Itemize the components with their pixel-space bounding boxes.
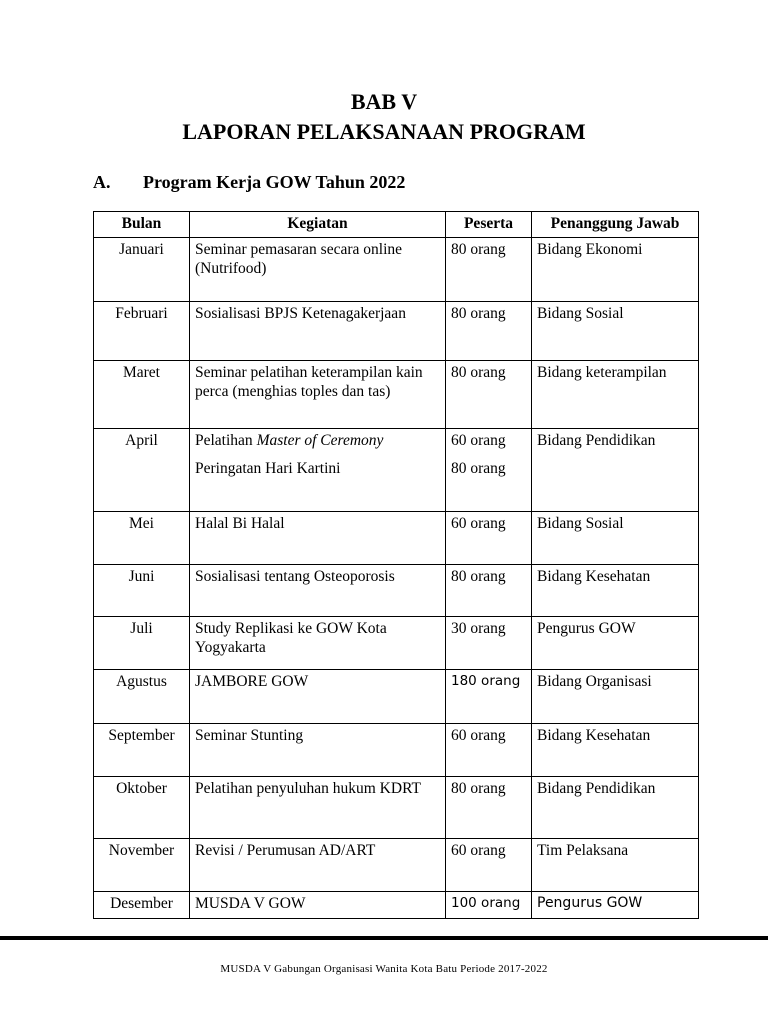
cell-penanggung-jawab: Bidang Sosial <box>532 302 699 361</box>
cell-bulan: Mei <box>94 512 190 565</box>
column-header-bulan: Bulan <box>94 212 190 238</box>
kegiatan-italic: Master of Ceremony <box>256 432 384 449</box>
cell-penanggung-jawab: Bidang Kesehatan <box>532 724 699 777</box>
section-title: Program Kerja GOW Tahun 2022 <box>143 172 406 192</box>
cell-kegiatan: Revisi / Perumusan AD/ART <box>190 839 446 892</box>
table-row <box>94 839 699 892</box>
cell-penanggung-jawab: Pengurus GOW <box>532 892 699 919</box>
cell-kegiatan: Halal Bi Halal <box>190 512 446 565</box>
section-heading <box>93 172 405 193</box>
cell-peserta: 80 orang <box>446 238 532 302</box>
program-table <box>93 211 699 919</box>
cell-kegiatan: Pelatihan penyuluhan hukum KDRT <box>190 777 446 839</box>
cell-kegiatan: Seminar pemasaran secara online (Nutrifood) <box>190 238 446 302</box>
cell-bulan: Januari <box>94 238 190 302</box>
table-row <box>94 361 699 429</box>
cell-penanggung-jawab: Pengurus GOW <box>532 617 699 670</box>
column-header-peserta: Peserta <box>446 212 532 238</box>
cell-peserta: 60 orang <box>446 839 532 892</box>
cell-peserta <box>446 429 532 512</box>
table-row <box>94 302 699 361</box>
cell-bulan: Oktober <box>94 777 190 839</box>
table-row <box>94 892 699 919</box>
cell-penanggung-jawab: Bidang Sosial <box>532 512 699 565</box>
kegiatan-line: Peringatan Hari Kartini <box>195 460 341 477</box>
cell-bulan: September <box>94 724 190 777</box>
table-row <box>94 238 699 302</box>
section-letter: A. <box>93 172 111 192</box>
footer-divider <box>0 936 768 940</box>
cell-kegiatan: Sosialisasi BPJS Ketenagakerjaan <box>190 302 446 361</box>
cell-bulan: Februari <box>94 302 190 361</box>
cell-penanggung-jawab: Bidang keterampilan <box>532 361 699 429</box>
cell-bulan: Juli <box>94 617 190 670</box>
cell-kegiatan: JAMBORE GOW <box>190 670 446 724</box>
cell-peserta: 100 orang <box>446 892 532 919</box>
cell-peserta: 60 orang <box>446 724 532 777</box>
table-row <box>94 617 699 670</box>
cell-peserta: 30 orang <box>446 617 532 670</box>
cell-peserta: 80 orang <box>446 777 532 839</box>
peserta-line: 60 orang <box>451 432 506 449</box>
table-header-row <box>94 212 699 238</box>
chapter-heading: BAB V <box>350 89 418 114</box>
cell-kegiatan: MUSDA V GOW <box>190 892 446 919</box>
table-row <box>94 565 699 617</box>
cell-peserta: 80 orang <box>446 302 532 361</box>
cell-bulan: Desember <box>94 892 190 919</box>
table-row <box>94 670 699 724</box>
cell-peserta: 60 orang <box>446 512 532 565</box>
peserta-line: 80 orang <box>451 460 506 477</box>
cell-penanggung-jawab: Bidang Pendidikan <box>532 429 699 512</box>
kegiatan-line <box>195 431 440 450</box>
cell-bulan: Juni <box>94 565 190 617</box>
cell-kegiatan <box>190 429 446 512</box>
table-row <box>94 724 699 777</box>
cell-kegiatan: Seminar Stunting <box>190 724 446 777</box>
table-row <box>94 777 699 839</box>
table-row <box>94 429 699 512</box>
column-header-kegiatan: Kegiatan <box>190 212 446 238</box>
cell-peserta: 80 orang <box>446 361 532 429</box>
cell-penanggung-jawab: Bidang Organisasi <box>532 670 699 724</box>
cell-kegiatan: Sosialisasi tentang Osteoporosis <box>190 565 446 617</box>
kegiatan-prefix: Pelatihan <box>195 432 257 449</box>
cell-bulan: Maret <box>94 361 190 429</box>
page-footer: MUSDA V Gabungan Organisasi Wanita Kota Batu Periode 2017-2022 <box>220 963 548 975</box>
cell-bulan: Agustus <box>94 670 190 724</box>
cell-penanggung-jawab: Bidang Ekonomi <box>532 238 699 302</box>
cell-peserta: 180 orang <box>446 670 532 724</box>
column-header-penanggung-jawab: Penanggung Jawab <box>532 212 699 238</box>
table-row <box>94 512 699 565</box>
cell-penanggung-jawab: Bidang Kesehatan <box>532 565 699 617</box>
page-title: LAPORAN PELAKSANAAN PROGRAM <box>182 119 586 144</box>
cell-bulan: November <box>94 839 190 892</box>
cell-penanggung-jawab: Tim Pelaksana <box>532 839 699 892</box>
cell-kegiatan: Study Replikasi ke GOW Kota Yogyakarta <box>190 617 446 670</box>
cell-penanggung-jawab: Bidang Pendidikan <box>532 777 699 839</box>
cell-bulan: April <box>94 429 190 512</box>
cell-kegiatan: Seminar pelatihan keterampilan kain perca (menghias toples dan tas) <box>190 361 446 429</box>
cell-peserta: 80 orang <box>446 565 532 617</box>
